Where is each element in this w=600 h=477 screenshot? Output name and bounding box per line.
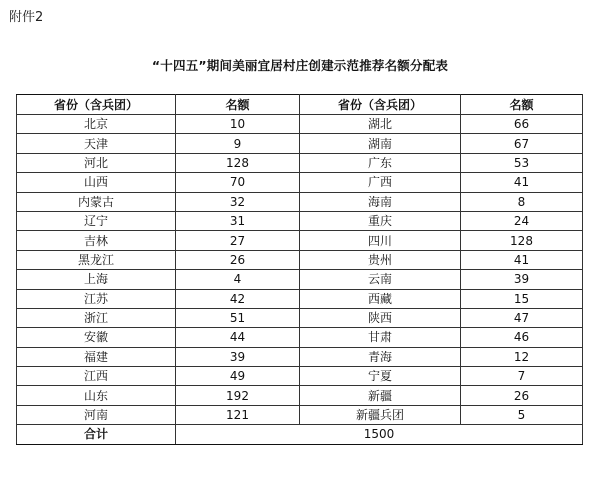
province-cell-left: 山东 [17, 386, 176, 405]
province-cell-right: 四川 [300, 231, 461, 250]
quota-cell-left: 121 [176, 405, 300, 424]
total-row [17, 425, 583, 444]
header-province-left: 省份（含兵团） [17, 95, 176, 115]
table-row [17, 115, 583, 134]
province-cell-right: 广西 [300, 173, 461, 192]
quota-cell-right: 46 [461, 328, 583, 347]
province-cell-left: 北京 [17, 115, 176, 134]
table-body [17, 115, 583, 425]
table-row [17, 386, 583, 405]
quota-cell-right: 67 [461, 134, 583, 153]
quota-cell-right: 5 [461, 405, 583, 424]
province-cell-left: 河南 [17, 405, 176, 424]
province-cell-left: 安徽 [17, 328, 176, 347]
table-row [17, 173, 583, 192]
table-row [17, 289, 583, 308]
table-row [17, 347, 583, 366]
quota-table [16, 94, 583, 445]
quota-cell-left: 9 [176, 134, 300, 153]
quota-cell-left: 42 [176, 289, 300, 308]
province-cell-left: 上海 [17, 270, 176, 289]
header-quota-left: 名额 [176, 95, 300, 115]
province-cell-right: 宁夏 [300, 367, 461, 386]
quota-cell-right: 8 [461, 192, 583, 211]
province-cell-right: 陕西 [300, 308, 461, 327]
province-cell-left: 天津 [17, 134, 176, 153]
province-cell-right: 云南 [300, 270, 461, 289]
quota-cell-left: 70 [176, 173, 300, 192]
quota-cell-left: 39 [176, 347, 300, 366]
quota-cell-left: 49 [176, 367, 300, 386]
province-cell-left: 吉林 [17, 231, 176, 250]
table-row [17, 231, 583, 250]
page-title: “十四五”期间美丽宜居村庄创建示范推荐名额分配表 [151, 58, 449, 73]
province-cell-left: 河北 [17, 153, 176, 172]
quota-cell-right: 7 [461, 367, 583, 386]
total-label: 合计 [17, 425, 176, 444]
quota-cell-right: 15 [461, 289, 583, 308]
quota-cell-left: 10 [176, 115, 300, 134]
province-cell-right: 贵州 [300, 250, 461, 269]
province-cell-left: 黑龙江 [17, 250, 176, 269]
attachment-label: 附件2 [9, 10, 44, 25]
quota-cell-left: 32 [176, 192, 300, 211]
province-cell-left: 辽宁 [17, 211, 176, 230]
total-value: 1500 [176, 425, 583, 444]
quota-cell-right: 41 [461, 250, 583, 269]
province-cell-right: 湖北 [300, 115, 461, 134]
header-province-right: 省份（含兵团） [300, 95, 461, 115]
table-row [17, 134, 583, 153]
province-cell-left: 福建 [17, 347, 176, 366]
quota-cell-left: 4 [176, 270, 300, 289]
quota-cell-left: 51 [176, 308, 300, 327]
province-cell-right: 甘肃 [300, 328, 461, 347]
quota-cell-right: 47 [461, 308, 583, 327]
province-cell-right: 重庆 [300, 211, 461, 230]
province-cell-left: 江西 [17, 367, 176, 386]
quota-cell-left: 44 [176, 328, 300, 347]
quota-cell-right: 26 [461, 386, 583, 405]
quota-cell-left: 128 [176, 153, 300, 172]
province-cell-right: 海南 [300, 192, 461, 211]
table-row [17, 367, 583, 386]
quota-cell-right: 24 [461, 211, 583, 230]
quota-cell-right: 128 [461, 231, 583, 250]
table-row [17, 250, 583, 269]
quota-cell-left: 31 [176, 211, 300, 230]
table-row [17, 192, 583, 211]
header-quota-right: 名额 [461, 95, 583, 115]
province-cell-left: 内蒙古 [17, 192, 176, 211]
quota-cell-left: 27 [176, 231, 300, 250]
province-cell-left: 江苏 [17, 289, 176, 308]
quota-cell-left: 26 [176, 250, 300, 269]
quota-cell-right: 66 [461, 115, 583, 134]
province-cell-right: 新疆兵团 [300, 405, 461, 424]
quota-cell-right: 41 [461, 173, 583, 192]
province-cell-left: 山西 [17, 173, 176, 192]
quota-cell-left: 192 [176, 386, 300, 405]
table-row [17, 405, 583, 424]
province-cell-right: 青海 [300, 347, 461, 366]
province-cell-right: 西藏 [300, 289, 461, 308]
province-cell-right: 新疆 [300, 386, 461, 405]
table-row [17, 308, 583, 327]
province-cell-right: 湖南 [300, 134, 461, 153]
province-cell-left: 浙江 [17, 308, 176, 327]
quota-cell-right: 39 [461, 270, 583, 289]
table-row [17, 153, 583, 172]
table-row [17, 211, 583, 230]
table-row [17, 270, 583, 289]
table-row [17, 328, 583, 347]
quota-cell-right: 53 [461, 153, 583, 172]
province-cell-right: 广东 [300, 153, 461, 172]
quota-cell-right: 12 [461, 347, 583, 366]
table-header-row [17, 95, 583, 115]
